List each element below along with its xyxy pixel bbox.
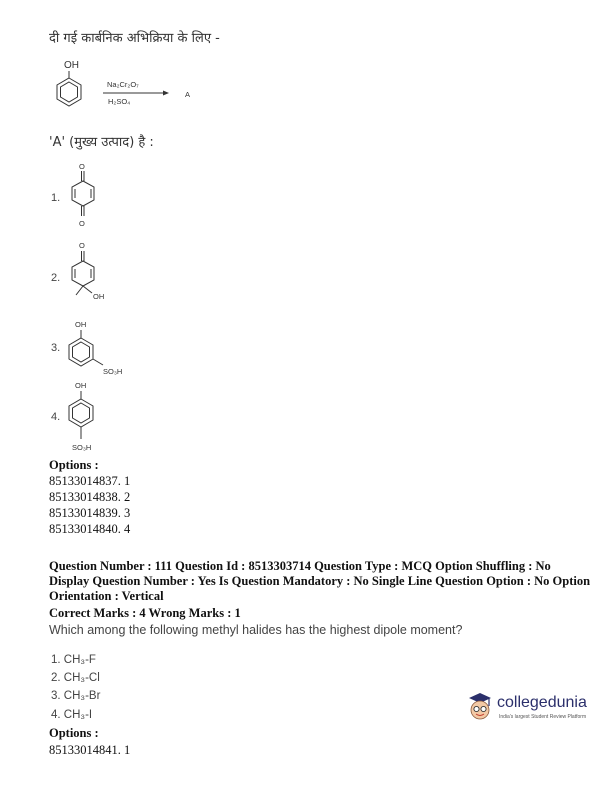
reagent-bottom: H₂SO₄ [108, 97, 131, 106]
collegedunia-tagline: India's largest Student Review Platform [499, 714, 587, 720]
svg-text:OH: OH [75, 320, 87, 329]
structure-option-3 [66, 316, 146, 381]
options-heading-1: Options : [49, 458, 99, 472]
choice-3: 3. CH₃-Br [51, 690, 101, 702]
choice-4: 4. CH₃-I [51, 709, 93, 721]
svg-text:OH: OH [75, 381, 87, 390]
question-hindi: दी गई कार्बनिक अभिक्रिया के लिए - [49, 31, 220, 46]
option-code-2: 85133014838. 2 [49, 490, 131, 504]
svg-text:SO₃H: SO₃H [72, 443, 92, 452]
option-code-1: 85133014837. 1 [49, 474, 131, 488]
reagent-top: Na₂Cr₂O₇ [107, 80, 139, 89]
structure-option-4-num: 4. [51, 411, 61, 423]
question-english: Which among the following methyl halides has the highest dipole moment? [49, 623, 463, 637]
question-meta-line-1: Question Number : 111 Question Id : 8513303714 Question Type : MCQ Option Shuffling : No [49, 559, 551, 573]
option-code-4: 85133014840. 4 [49, 522, 131, 536]
option-code-3: 85133014839. 3 [49, 506, 131, 520]
structure-option-1-num: 1. [51, 192, 61, 204]
question-meta-line-2: Display Question Number : Yes Is Question Mandatory : No Single Line Question Option : No Option [49, 574, 591, 588]
question-marks: Correct Marks : 4 Wrong Marks : 1 [49, 606, 241, 620]
svg-text:SO₃H: SO₃H [103, 367, 123, 376]
collegedunia-logo-icon [463, 689, 497, 723]
option-code-5: 85133014841. 1 [49, 743, 131, 757]
structure-option-2 [66, 238, 126, 318]
structure-option-3-num: 3. [51, 342, 61, 354]
structure-option-4 [66, 377, 116, 459]
structure-option-2-num: 2. [51, 272, 61, 284]
collegedunia-watermark [463, 689, 603, 729]
choice-2: 2. CH₃-Cl [51, 672, 100, 684]
reactant-oh-label: OH [64, 60, 79, 71]
reaction-scheme [45, 55, 215, 120]
svg-text:OH: OH [93, 292, 105, 301]
choice-1: 1. CH₃-F [51, 654, 96, 666]
main-product-prompt: 'A' (मुख्य उत्पाद) है : [49, 135, 154, 150]
svg-text:O: O [79, 241, 85, 250]
question-meta-line-3: Orientation : Vertical [49, 589, 164, 603]
svg-text:O: O [79, 219, 85, 228]
collegedunia-brand: collegedunia [497, 694, 587, 711]
structure-option-1 [66, 158, 106, 238]
options-heading-2: Options : [49, 726, 99, 740]
svg-text:O: O [79, 162, 85, 171]
product-label: A [185, 90, 191, 99]
